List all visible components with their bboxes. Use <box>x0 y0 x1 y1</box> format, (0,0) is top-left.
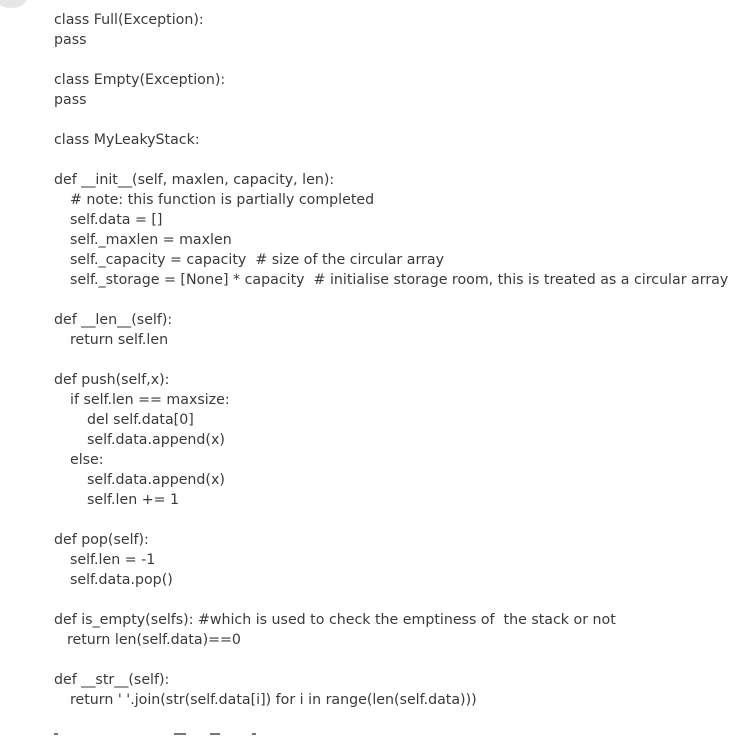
code-line: def __init__(self, maxlen, capacity, len): <box>54 172 335 188</box>
code-line: else: <box>70 452 104 468</box>
code-line: # note: this function is partially completed <box>70 192 375 208</box>
code-line: return len(self.data)==0 <box>67 632 241 648</box>
code-line: self.data.append(x) <box>87 472 225 488</box>
code-line: self.len = -1 <box>70 552 156 568</box>
code-line: self.len += 1 <box>87 492 180 508</box>
code-line: def __str__(self): <box>54 672 170 688</box>
code-line: class Full(Exception): <box>54 12 204 28</box>
code-line: def __len__(self): <box>54 312 173 328</box>
code-line: class Empty(Exception): <box>54 72 226 88</box>
blank-line <box>54 350 734 370</box>
code-line: self._capacity = capacity # size of the circular array <box>70 252 444 268</box>
code-line: self._storage = [None] * capacity # initialise storage room, this is treated as a circular array <box>70 272 729 288</box>
code-line: del self.data[0] <box>87 412 194 428</box>
blank-line <box>54 590 734 610</box>
blank-line <box>54 110 734 130</box>
blank-line <box>54 290 734 310</box>
code-document <box>54 10 734 710</box>
code-line: self.data.pop() <box>70 572 173 588</box>
code-line: self.data.append(x) <box>87 432 225 448</box>
code-line: pass <box>54 92 87 108</box>
code-line: if self.len == maxsize: <box>70 392 230 408</box>
blank-line <box>54 510 734 530</box>
code-line: self.data = [] <box>70 212 163 228</box>
code-line: self._maxlen = maxlen <box>70 232 232 248</box>
corner-badge <box>0 0 28 8</box>
blank-line <box>54 650 734 670</box>
code-line: return ' '.join(str(self.data[i]) for i in range(len(self.data))) <box>70 692 477 708</box>
code-line: def push(self,x): <box>54 372 170 388</box>
blank-line <box>54 150 734 170</box>
code-line: class MyLeakyStack: <box>54 132 200 148</box>
code-line: def pop(self): <box>54 532 149 548</box>
code-line: pass <box>54 32 87 48</box>
code-line: def is_empty(selfs): #which is used to check the emptiness of the stack or not <box>54 612 616 628</box>
blank-line <box>54 50 734 70</box>
code-line: return self.len <box>70 332 169 348</box>
